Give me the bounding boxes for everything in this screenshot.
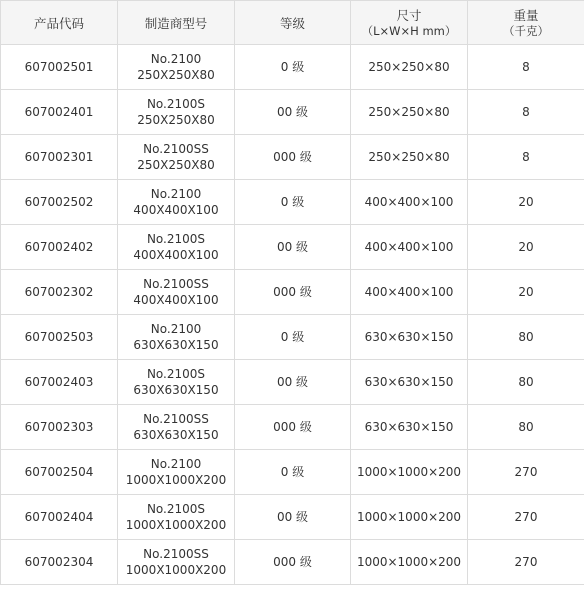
cell-weight: 80 bbox=[468, 315, 584, 360]
cell-size: 630×630×150 bbox=[351, 405, 468, 450]
cell-weight: 80 bbox=[468, 405, 584, 450]
header-size bbox=[351, 1, 468, 45]
header-weight-unit: （千克） bbox=[503, 24, 549, 38]
cell-grade: 00 级 bbox=[235, 360, 351, 405]
model-number: No.2100 bbox=[150, 187, 202, 201]
model-dimensions: 250X250X80 bbox=[137, 113, 215, 127]
table-header-row bbox=[1, 1, 584, 45]
table-row bbox=[1, 270, 584, 315]
cell-grade: 00 级 bbox=[235, 495, 351, 540]
cell-weight: 270 bbox=[468, 495, 584, 540]
table-body bbox=[1, 45, 584, 585]
cell-product-code: 607002302 bbox=[1, 270, 118, 315]
cell-manufacturer-model bbox=[118, 90, 235, 135]
cell-grade: 000 级 bbox=[235, 540, 351, 585]
model-number: No.2100S bbox=[146, 232, 206, 246]
model-number: No.2100 bbox=[150, 52, 202, 66]
model-dimensions: 1000X1000X200 bbox=[125, 563, 227, 577]
cell-manufacturer-model bbox=[118, 495, 235, 540]
cell-manufacturer-model bbox=[118, 315, 235, 360]
table-row bbox=[1, 180, 584, 225]
header-size-label: 尺寸 bbox=[396, 8, 422, 23]
table-row bbox=[1, 315, 584, 360]
cell-size: 630×630×150 bbox=[351, 360, 468, 405]
cell-weight: 270 bbox=[468, 450, 584, 495]
table-row bbox=[1, 360, 584, 405]
cell-product-code: 607002502 bbox=[1, 180, 118, 225]
model-number: No.2100SS bbox=[143, 547, 209, 561]
cell-size: 250×250×80 bbox=[351, 90, 468, 135]
header-weight-label: 重量 bbox=[513, 8, 539, 23]
cell-manufacturer-model bbox=[118, 405, 235, 450]
cell-grade: 0 级 bbox=[235, 450, 351, 495]
table-row bbox=[1, 135, 584, 180]
cell-manufacturer-model bbox=[118, 180, 235, 225]
model-number: No.2100SS bbox=[143, 142, 209, 156]
cell-product-code: 607002401 bbox=[1, 90, 118, 135]
cell-grade: 000 级 bbox=[235, 270, 351, 315]
table-row bbox=[1, 225, 584, 270]
cell-weight: 20 bbox=[468, 225, 584, 270]
cell-size: 400×400×100 bbox=[351, 180, 468, 225]
model-number: No.2100S bbox=[146, 367, 206, 381]
model-number: No.2100S bbox=[146, 502, 206, 516]
cell-product-code: 607002404 bbox=[1, 495, 118, 540]
model-number: No.2100SS bbox=[143, 412, 209, 426]
cell-grade: 000 级 bbox=[235, 135, 351, 180]
cell-weight: 8 bbox=[468, 135, 584, 180]
cell-manufacturer-model bbox=[118, 360, 235, 405]
cell-product-code: 607002402 bbox=[1, 225, 118, 270]
cell-size: 1000×1000×200 bbox=[351, 495, 468, 540]
header-manufacturer-model: 制造商型号 bbox=[118, 1, 235, 45]
cell-size: 400×400×100 bbox=[351, 225, 468, 270]
cell-weight: 270 bbox=[468, 540, 584, 585]
cell-manufacturer-model bbox=[118, 225, 235, 270]
cell-size: 400×400×100 bbox=[351, 270, 468, 315]
cell-grade: 000 级 bbox=[235, 405, 351, 450]
model-dimensions: 400X400X100 bbox=[133, 248, 219, 262]
header-grade: 等级 bbox=[235, 1, 351, 45]
model-dimensions: 250X250X80 bbox=[137, 158, 215, 172]
cell-product-code: 607002403 bbox=[1, 360, 118, 405]
cell-size: 250×250×80 bbox=[351, 45, 468, 90]
cell-product-code: 607002504 bbox=[1, 450, 118, 495]
model-dimensions: 630X630X150 bbox=[133, 338, 219, 352]
cell-size: 1000×1000×200 bbox=[351, 450, 468, 495]
model-dimensions: 630X630X150 bbox=[133, 383, 219, 397]
model-dimensions: 400X400X100 bbox=[133, 203, 219, 217]
table-row bbox=[1, 45, 584, 90]
model-number: No.2100SS bbox=[143, 277, 209, 291]
model-dimensions: 400X400X100 bbox=[133, 293, 219, 307]
cell-size: 1000×1000×200 bbox=[351, 540, 468, 585]
cell-manufacturer-model bbox=[118, 450, 235, 495]
cell-weight: 20 bbox=[468, 270, 584, 315]
cell-product-code: 607002304 bbox=[1, 540, 118, 585]
cell-manufacturer-model bbox=[118, 45, 235, 90]
cell-product-code: 607002503 bbox=[1, 315, 118, 360]
cell-grade: 0 级 bbox=[235, 315, 351, 360]
cell-weight: 20 bbox=[468, 180, 584, 225]
model-dimensions: 630X630X150 bbox=[133, 428, 219, 442]
model-dimensions: 1000X1000X200 bbox=[125, 518, 227, 532]
table-row bbox=[1, 450, 584, 495]
model-number: No.2100 bbox=[150, 322, 202, 336]
header-product-code: 产品代码 bbox=[1, 1, 118, 45]
cell-manufacturer-model bbox=[118, 135, 235, 180]
table-row bbox=[1, 495, 584, 540]
cell-manufacturer-model bbox=[118, 540, 235, 585]
cell-weight: 8 bbox=[468, 90, 584, 135]
model-number: No.2100 bbox=[150, 457, 202, 471]
cell-grade: 00 级 bbox=[235, 225, 351, 270]
table-row bbox=[1, 405, 584, 450]
header-weight bbox=[468, 1, 584, 45]
cell-grade: 0 级 bbox=[235, 45, 351, 90]
cell-grade: 0 级 bbox=[235, 180, 351, 225]
cell-product-code: 607002501 bbox=[1, 45, 118, 90]
table-row bbox=[1, 540, 584, 585]
cell-grade: 00 级 bbox=[235, 90, 351, 135]
model-number: No.2100S bbox=[146, 97, 206, 111]
cell-size: 250×250×80 bbox=[351, 135, 468, 180]
table-row bbox=[1, 90, 584, 135]
model-dimensions: 1000X1000X200 bbox=[125, 473, 227, 487]
model-dimensions: 250X250X80 bbox=[137, 68, 215, 82]
cell-product-code: 607002301 bbox=[1, 135, 118, 180]
cell-weight: 80 bbox=[468, 360, 584, 405]
header-size-unit: （L×W×H mm） bbox=[361, 24, 457, 38]
cell-product-code: 607002303 bbox=[1, 405, 118, 450]
cell-size: 630×630×150 bbox=[351, 315, 468, 360]
cell-manufacturer-model bbox=[118, 270, 235, 315]
cell-weight: 8 bbox=[468, 45, 584, 90]
